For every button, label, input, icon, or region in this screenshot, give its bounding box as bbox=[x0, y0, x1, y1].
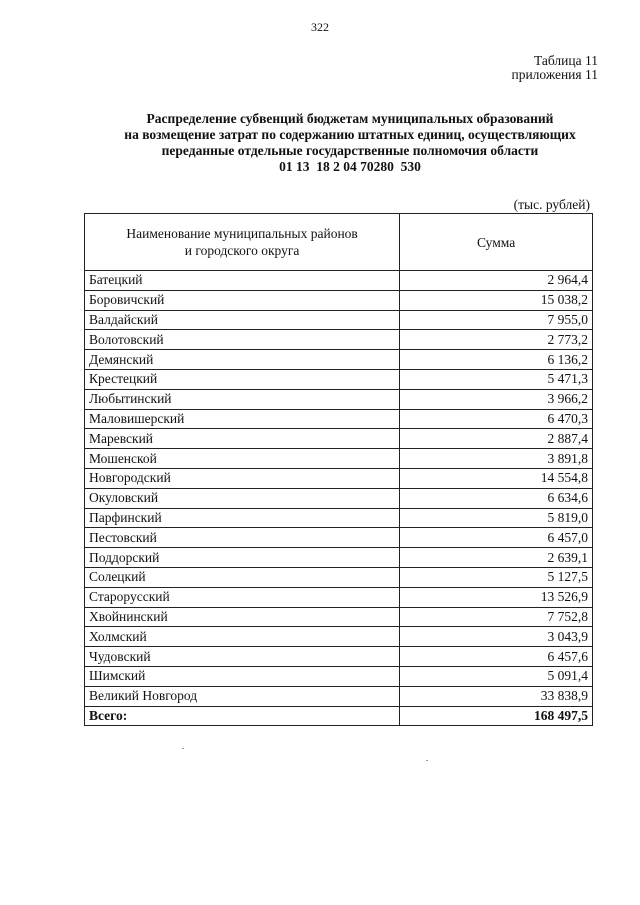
subvention-amount: 6 470,3 bbox=[400, 409, 593, 429]
municipality-name: Крестецкий bbox=[85, 369, 400, 389]
municipality-name: Батецкий bbox=[85, 271, 400, 291]
subvention-amount: 5 091,4 bbox=[400, 666, 593, 686]
table-row bbox=[85, 587, 593, 607]
page-number: 322 bbox=[311, 20, 329, 34]
table-body bbox=[85, 271, 593, 726]
municipality-name: Старорусский bbox=[85, 587, 400, 607]
table-row bbox=[85, 686, 593, 706]
table-row bbox=[85, 528, 593, 548]
subvention-amount: 7 752,8 bbox=[400, 607, 593, 627]
table-row bbox=[85, 271, 593, 291]
subvention-amount: 15 038,2 bbox=[400, 290, 593, 310]
scan-speck bbox=[182, 748, 184, 749]
municipality-name: Пестовский bbox=[85, 528, 400, 548]
table-row bbox=[85, 488, 593, 508]
table-row bbox=[85, 389, 593, 409]
table-row bbox=[85, 449, 593, 469]
subvention-amount: 2 964,4 bbox=[400, 271, 593, 291]
municipality-name: Любытинский bbox=[85, 389, 400, 409]
subvention-amount: 2 639,1 bbox=[400, 548, 593, 568]
table-row bbox=[85, 548, 593, 568]
table-reference-line: Таблица 11 bbox=[534, 53, 598, 68]
subvention-amount: 5 819,0 bbox=[400, 508, 593, 528]
header-sum-cell: Сумма bbox=[400, 214, 593, 271]
table-row bbox=[85, 310, 593, 330]
subvention-amount: 14 554,8 bbox=[400, 468, 593, 488]
budget-code: 01 13 18 2 04 70280 530 bbox=[279, 159, 421, 174]
subvention-amount: 2 887,4 bbox=[400, 429, 593, 449]
subvention-table bbox=[84, 213, 593, 726]
table-row bbox=[85, 350, 593, 370]
table-reference-line: приложения 11 bbox=[511, 67, 598, 82]
table-row bbox=[85, 369, 593, 389]
table-row bbox=[85, 409, 593, 429]
subvention-amount: 3 891,8 bbox=[400, 449, 593, 469]
total-row bbox=[85, 706, 593, 726]
municipality-name: Великий Новгород bbox=[85, 686, 400, 706]
total-label: Всего: bbox=[85, 706, 400, 726]
table-row bbox=[85, 290, 593, 310]
subvention-amount: 13 526,9 bbox=[400, 587, 593, 607]
municipality-name: Окуловский bbox=[85, 488, 400, 508]
municipality-name: Шимский bbox=[85, 666, 400, 686]
table-header-row bbox=[85, 214, 593, 271]
title-line: переданные отдельные государственные полномочия области bbox=[161, 143, 539, 158]
subvention-amount: 3 043,9 bbox=[400, 627, 593, 647]
title-line: на возмещение затрат по содержанию штатных единиц, осуществляющих bbox=[124, 127, 576, 142]
municipality-name: Маловишерский bbox=[85, 409, 400, 429]
table-row bbox=[85, 567, 593, 587]
table-row bbox=[85, 627, 593, 647]
subvention-amount: 5 471,3 bbox=[400, 369, 593, 389]
subvention-amount: 6 136,2 bbox=[400, 350, 593, 370]
subvention-amount: 7 955,0 bbox=[400, 310, 593, 330]
municipality-name: Хвойнинский bbox=[85, 607, 400, 627]
header-name-line: и городского округа bbox=[184, 243, 300, 258]
table-row bbox=[85, 647, 593, 667]
subvention-amount: 5 127,5 bbox=[400, 567, 593, 587]
municipality-name: Чудовский bbox=[85, 647, 400, 667]
subvention-amount: 2 773,2 bbox=[400, 330, 593, 350]
subvention-amount: 3 966,2 bbox=[400, 389, 593, 409]
municipality-name: Мошенской bbox=[85, 449, 400, 469]
municipality-name: Новгородский bbox=[85, 468, 400, 488]
municipality-name: Боровичский bbox=[85, 290, 400, 310]
municipality-name: Поддорский bbox=[85, 548, 400, 568]
subvention-amount: 33 838,9 bbox=[400, 686, 593, 706]
table-reference bbox=[511, 54, 598, 82]
table-row bbox=[85, 429, 593, 449]
table-row bbox=[85, 468, 593, 488]
municipality-name: Демянский bbox=[85, 350, 400, 370]
subvention-amount: 6 457,6 bbox=[400, 647, 593, 667]
municipality-name: Солецкий bbox=[85, 567, 400, 587]
title-line: Распределение субвенций бюджетам муниципальных образований bbox=[146, 111, 554, 126]
municipality-name: Маревский bbox=[85, 429, 400, 449]
table-row bbox=[85, 330, 593, 350]
subvention-amount: 6 634,6 bbox=[400, 488, 593, 508]
header-name-line: Наименование муниципальных районов bbox=[126, 226, 358, 241]
municipality-name: Валдайский bbox=[85, 310, 400, 330]
subvention-amount: 6 457,0 bbox=[400, 528, 593, 548]
scan-speck bbox=[426, 760, 428, 761]
header-name-cell bbox=[85, 214, 400, 271]
municipality-name: Холмский bbox=[85, 627, 400, 647]
units-note: (тыс. рублей) bbox=[513, 197, 590, 212]
table-row bbox=[85, 607, 593, 627]
municipality-name: Волотовский bbox=[85, 330, 400, 350]
table-row bbox=[85, 508, 593, 528]
table-row bbox=[85, 666, 593, 686]
document-title bbox=[60, 111, 640, 175]
total-amount: 168 497,5 bbox=[400, 706, 593, 726]
municipality-name: Парфинский bbox=[85, 508, 400, 528]
